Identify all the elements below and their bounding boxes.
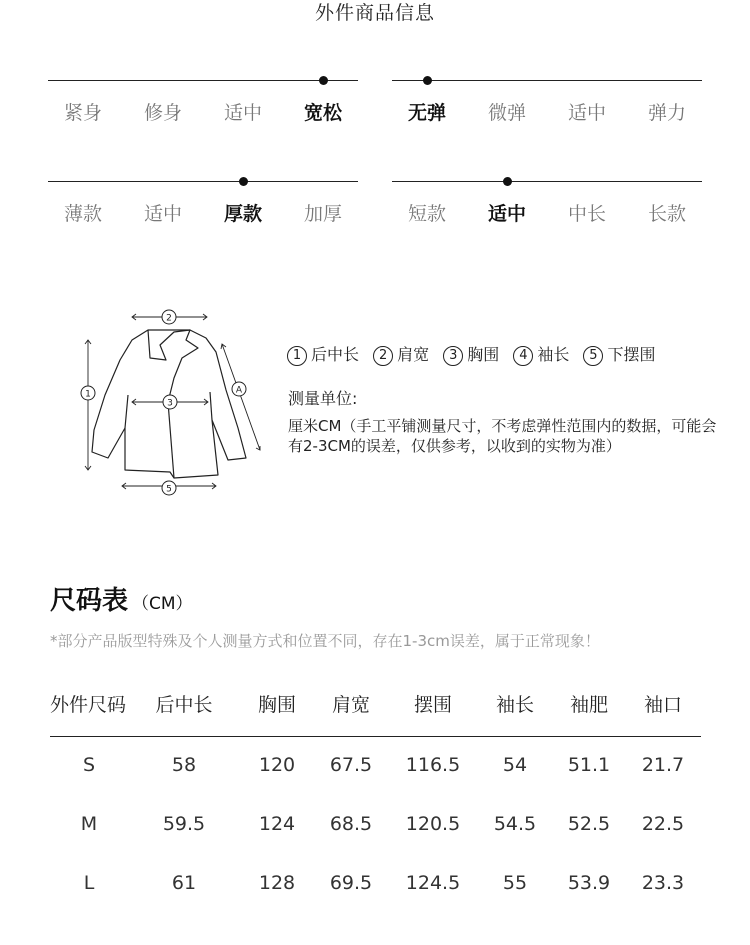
jacket-front <box>168 402 174 478</box>
marker-3: 3 <box>167 398 173 409</box>
scale-line <box>392 181 702 182</box>
scale-selected-dot <box>503 177 512 186</box>
scale-option-long: 长款 <box>647 203 686 225</box>
legend-item: 5 下摆围 <box>583 345 655 364</box>
table-cell: 69.5 <box>329 872 373 894</box>
table-cell: 53.9 <box>567 872 611 894</box>
table-cell: S <box>82 754 96 776</box>
jacket-collar <box>148 330 198 402</box>
table-header: 袖长 <box>495 694 535 716</box>
table-cell: 120 <box>258 754 296 776</box>
scale-option-stretch: 弹力 <box>647 102 686 124</box>
size-chart-unit: （CM） <box>132 594 193 614</box>
scale-option-slim: 修身 <box>143 102 182 124</box>
table-header: 肩宽 <box>331 694 371 716</box>
table-header: 袖肥 <box>569 694 609 716</box>
table-cell: 124 <box>258 813 296 835</box>
table-header: 摆围 <box>413 694 453 716</box>
scale-option-medium-stretch: 适中 <box>567 102 606 124</box>
table-header: 胸围 <box>257 694 297 716</box>
scale-option-thick: 厚款 <box>223 203 262 225</box>
table-cell: 67.5 <box>329 754 373 776</box>
marker-4: A <box>235 385 243 396</box>
table-cell: 21.7 <box>641 754 685 776</box>
measurement-legend <box>287 342 664 366</box>
table-cell: 55 <box>502 872 528 894</box>
thickness-scale <box>48 181 358 241</box>
table-cell: 59.5 <box>162 813 206 835</box>
fit-scale <box>48 80 358 140</box>
table-header-divider <box>50 736 701 737</box>
size-chart-note: *部分产品版型特殊及个人测量方式和位置不同，存在1-3cm误差，属于正常现象！ <box>50 632 600 650</box>
legend-item: 3 胸围 <box>443 345 499 364</box>
scale-line <box>48 181 358 182</box>
scale-option-short: 短款 <box>407 203 446 225</box>
table-cell: 51.1 <box>567 754 611 776</box>
unit-title: 测量单位: <box>288 389 358 408</box>
table-cell: 52.5 <box>567 813 611 835</box>
table-cell: 120.5 <box>405 813 461 835</box>
table-header: 外件尺码 <box>50 694 127 716</box>
table-cell: 61 <box>171 872 197 894</box>
jacket-sleeve-right <box>210 392 212 420</box>
table-cell: 124.5 <box>405 872 461 894</box>
legend-item: 1 后中长 <box>287 345 359 364</box>
scale-option-medium: 适中 <box>143 203 182 225</box>
table-cell: 54 <box>502 754 528 776</box>
scale-selected-dot <box>423 76 432 85</box>
jacket-measurement-diagram <box>70 300 270 500</box>
table-cell: 68.5 <box>329 813 373 835</box>
size-chart-title: 尺码表 （CM） <box>50 586 193 616</box>
marker-5: 5 <box>166 484 172 495</box>
jacket-sleeve-left <box>125 395 128 428</box>
table-header: 袖口 <box>643 694 683 716</box>
table-cell: 22.5 <box>641 813 685 835</box>
table-cell: 116.5 <box>405 754 461 776</box>
marker-1: 1 <box>85 389 91 400</box>
scale-line <box>48 80 358 81</box>
legend-item: 2 肩宽 <box>373 345 429 364</box>
legend-item: 4 袖长 <box>513 345 569 364</box>
scale-option-tight: 紧身 <box>63 102 102 124</box>
table-cell: M <box>80 813 98 835</box>
table-cell: 54.5 <box>493 813 537 835</box>
marker-2: 2 <box>166 313 172 324</box>
scale-selected-dot <box>319 76 328 85</box>
scale-option-regular-length: 适中 <box>487 203 526 225</box>
scale-option-regular: 适中 <box>223 102 262 124</box>
page-title: 外件商品信息 <box>314 2 435 24</box>
table-cell: 58 <box>171 754 197 776</box>
scale-option-mid-length: 中长 <box>567 203 606 225</box>
scale-option-loose: 宽松 <box>303 102 342 124</box>
scale-selected-dot <box>239 177 248 186</box>
scale-line <box>392 80 702 81</box>
table-cell: L <box>83 872 95 894</box>
scale-option-extra-thick: 加厚 <box>303 203 342 225</box>
scale-option-thin: 薄款 <box>63 203 102 225</box>
length-scale <box>392 181 702 241</box>
elasticity-scale <box>392 80 702 140</box>
table-cell: 128 <box>258 872 296 894</box>
scale-option-slight-stretch: 微弹 <box>487 102 526 124</box>
table-cell: 23.3 <box>641 872 685 894</box>
unit-note: 厘米CM（手工平铺测量尺寸，不考虑弹性范围内的数据，可能会有2-3CM的误差，仅供参考，以收到的实物为准） <box>288 417 717 455</box>
scale-option-no-stretch: 无弹 <box>407 102 446 124</box>
table-header: 后中长 <box>155 694 213 716</box>
